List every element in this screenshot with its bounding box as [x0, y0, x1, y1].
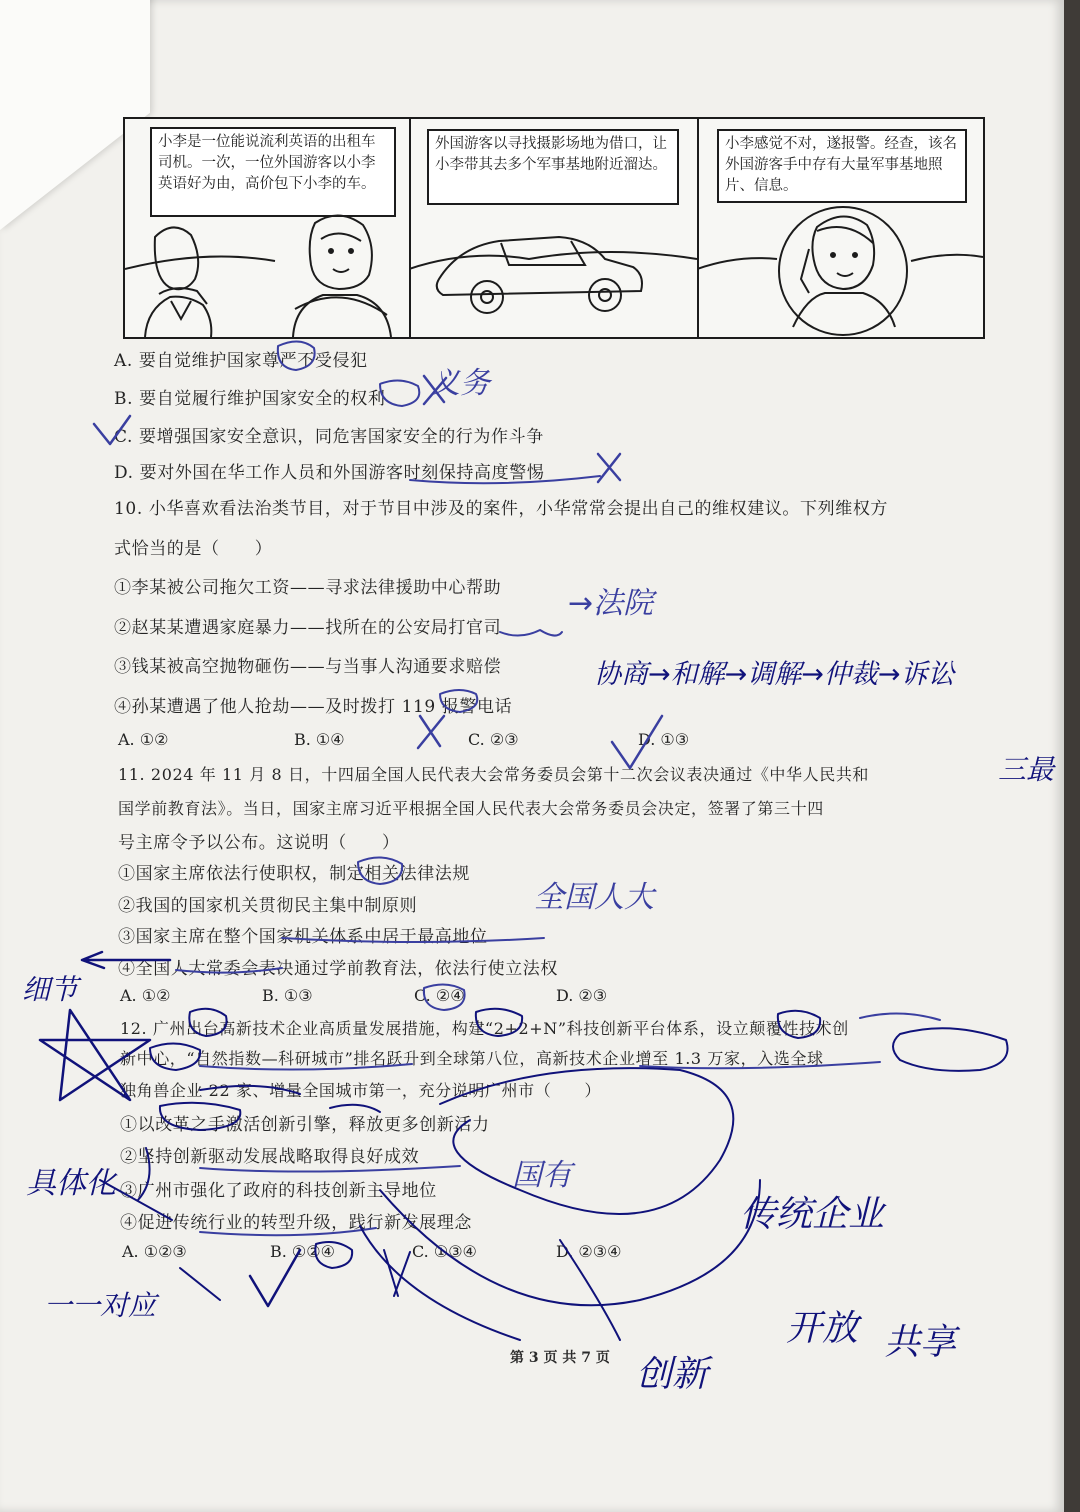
q10-item-3: ③钱某被高空抛物砸伤——与当事人沟通要求赔偿	[114, 657, 502, 677]
q10-choices	[118, 730, 738, 754]
q9-option-b: B. 要自觉履行维护国家安全的权利	[114, 389, 386, 409]
comic-caption-2: 外国游客以寻找摄影场地为借口，让小李带其去多个军事基地附近溜达。	[427, 129, 679, 205]
q9-option-d: D. 要对外国在华工作人员和外国游客时刻保持高度警惕	[114, 463, 545, 483]
q10-choice-d: D. ①③	[638, 730, 690, 749]
q12-stem-line1: 12. 广州出台高新技术企业高质量发展措施，构建“2+2+N”科技创新平台体系，设立颠覆性技术创	[120, 1019, 849, 1038]
comic-caption-1: 小李是一位能说流利英语的出租车司机。一次，一位外国游客以小李英语好为由，高价包下小李的车。	[150, 127, 396, 217]
q11-choice-b: B. ①③	[262, 986, 313, 1005]
handwritten-concrete: 具体化	[26, 1166, 116, 1201]
q10-item-2: ②赵某某遭遇家庭暴力——找所在的公安局打官司	[114, 618, 502, 638]
q11-item-4: ④全国人大常委会表决通过学前教育法，依法行使立法权	[118, 959, 558, 979]
q11-stem-line1: 11. 2024 年 11 月 8 日，十四届全国人民代表大会常务委员会第十二次会议表决通过《中华人民共和	[118, 765, 870, 784]
handwritten-state-owned: 国有	[512, 1158, 572, 1193]
handwritten-npc: 全国人大	[534, 880, 654, 915]
q10-stem-line2: 式恰当的是（ ）	[114, 539, 273, 559]
comic-caption-3: 小李感觉不对，遂报警。经查，该名外国游客手中存有大量军事基地照片、信息。	[717, 129, 967, 203]
handwritten-court: →法院	[568, 586, 654, 621]
q11-choice-d: D. ②③	[556, 986, 608, 1005]
phone-call-illustration	[697, 119, 983, 337]
comic-panel-3	[697, 119, 983, 337]
handwritten-opening: 开放	[786, 1308, 859, 1349]
q10-item-4: ④孙某遭遇了他人抢劫——及时拨打 119 报警电话	[114, 697, 513, 717]
q12-stem-line3: 独角兽企业 22 家、增量全国城市第一，充分说明广州市（ ）	[120, 1081, 602, 1100]
handwritten-innovation: 创新	[636, 1354, 709, 1395]
q10-choice-a: A. ①②	[118, 730, 169, 749]
handwritten-obligation: 义务	[430, 366, 490, 401]
comic-panel-2	[409, 119, 699, 337]
q12-choice-b: B. ①②④	[270, 1242, 335, 1261]
q12-choice-d: D. ②③④	[556, 1242, 622, 1261]
q12-choices	[122, 1242, 682, 1266]
q12-item-2: ②坚持创新驱动发展战略取得良好成效	[120, 1147, 420, 1167]
handwritten-dispute-chain: 协商→和解→调解→仲裁→诉讼	[594, 659, 955, 690]
car-scene-illustration	[409, 119, 697, 337]
q11-stem-line3: 号主席令予以公布。这说明（ ）	[118, 833, 400, 853]
q11-item-3: ③国家主席在整个国家机关体系中居于最高地位	[118, 927, 488, 947]
q10-choice-c: C. ②③	[468, 730, 519, 749]
q10-item-1: ①李某被公司拖欠工资——寻求法律援助中心帮助	[114, 578, 502, 598]
comic-panel-1	[125, 119, 411, 337]
q12-choice-a: A. ①②③	[122, 1242, 187, 1261]
handwritten-one-to-one: 一一对应	[44, 1289, 157, 1322]
handwritten-detail: 细节	[22, 973, 79, 1006]
q10-choice-b: B. ①④	[294, 730, 345, 749]
q12-item-1: ①以改革之手激活创新引擎，释放更多创新活力	[120, 1115, 490, 1135]
q10-stem-line1: 10. 小华喜欢看法治类节目，对于节目中涉及的案件，小华常常会提出自己的维权建议。下列维权方	[114, 499, 889, 519]
q12-stem-line2: 新中心，“自然指数—科研城市”排名跃升到全球第八位，高新技术企业增至 1.3 万家，入选全球	[120, 1049, 824, 1068]
q11-item-2: ②我国的国家机关贯彻民主集中制原则	[118, 896, 418, 916]
comic-strip	[123, 117, 985, 339]
q12-item-4: ④促进传统行业的转型升级，践行新发展理念	[120, 1213, 472, 1233]
q12-item-3: ③广州市强化了政府的科技创新主导地位	[120, 1181, 437, 1201]
q11-choice-a: A. ①②	[120, 986, 171, 1005]
handwritten-three-most: 三最	[998, 753, 1055, 786]
q12-choice-c: C. ①③④	[412, 1242, 477, 1261]
q11-item-1: ①国家主席依法行使职权，制定相关法律法规	[118, 864, 470, 884]
q11-stem-line2: 国学前教育法》。当日，国家主席习近平根据全国人民代表大会常务委员会决定，签署了第三十四	[118, 799, 824, 818]
q9-option-c: C. 要增强国家安全意识，同危害国家安全的行为作斗争	[114, 427, 544, 447]
q11-choices	[120, 986, 640, 1010]
q9-option-a: A. 要自觉维护国家尊严不受侵犯	[114, 351, 368, 371]
q11-choice-c: C. ②④	[414, 986, 465, 1005]
page-number-footer: 第 3 页 共 7 页	[510, 1350, 610, 1366]
handwritten-share: 共享	[884, 1322, 957, 1363]
taxi-scene-illustration	[125, 119, 409, 337]
handwritten-traditional-enterprise: 传统企业	[740, 1194, 885, 1235]
